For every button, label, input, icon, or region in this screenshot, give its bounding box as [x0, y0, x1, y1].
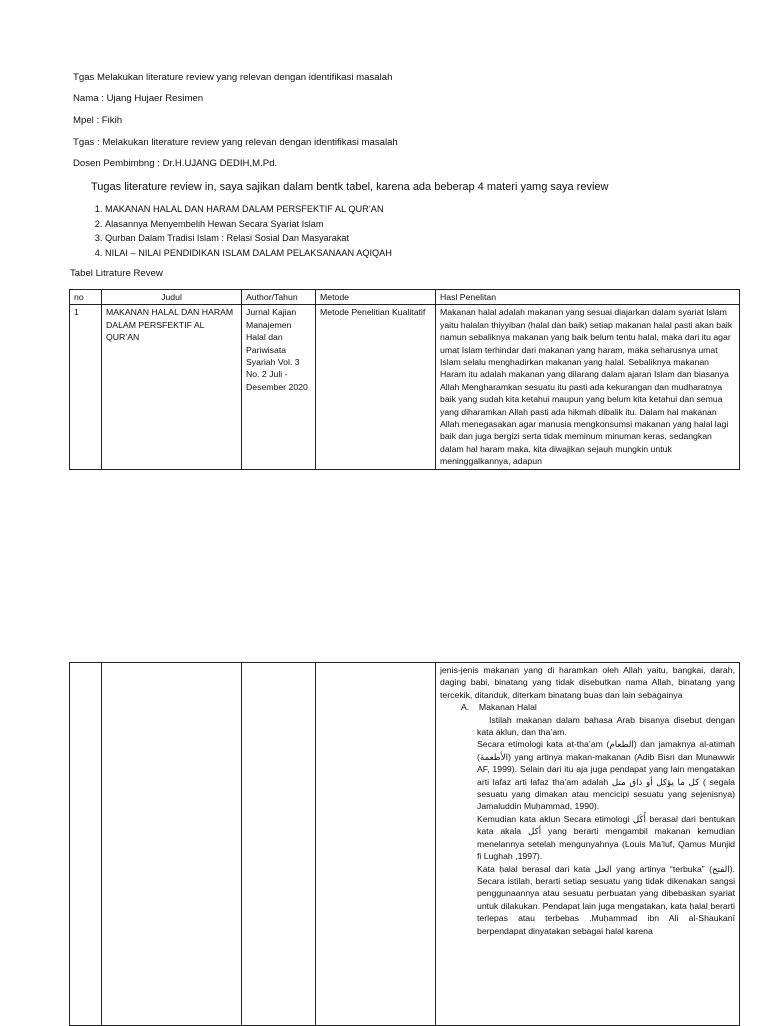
hasil-paragraph: Kata ḥalal berasal dari kata الحل yang artinya “terbuka” (الفتح). Secara istilah, berarti setiap sesuatu yang tidak dikenakan sangsi penggunaannya atau sesuatu perbuatan yang dibebaskan syariat untuk dilakukan. Pendapat lain juga mengatakan, kata ḥalal berarti terlepas atau terbebas .Muḥammad ibn Ali al-Shaukanī berpendapat dinyatakan sebagai halal karena: [477, 863, 735, 936]
topic-item: 4. NILAI – NILAI PENDIDIKAN ISLAM DALAM PELAKSANAAN AQIQAH: [105, 246, 392, 261]
table-caption: Tabel Litrature Revew: [70, 268, 163, 279]
hasil-paragraph: Secara etimologi kata at-tha’am (الطعام) dan jamaknya al-atimah (الأطعمة) yang artinya makan-makanan (Adib Bisri dan Munawwir AF, 1999). Selain dari itu aja juga pendapat yang lain mengatakan arti lafaz arti lafaz tha’am adalah كل ما يؤكل أو ذاق متل ( segala sesuatu yang dimakan atau mencicipi sesuatu yang sejenisnya) Jamaluddin Muḥammad, 1990).: [477, 739, 735, 812]
cell-no: [70, 663, 102, 1026]
section-letter: A.: [461, 702, 470, 713]
cell-judul: [102, 663, 242, 1026]
header-author: Author/Tahun: [242, 290, 316, 305]
section-title: Makanan Halal: [478, 702, 537, 713]
lecturer-line: Dosen Pembimbng : Dr.H.UJANG DEDIH,M.Pd.: [73, 158, 278, 169]
header-judul: Judul: [102, 290, 242, 305]
cell-metode: [316, 663, 436, 1026]
cell-author: Jurnal Kajian Manajemen Halal dan Pariwisata Syariah Vol. 3 No. 2 Juli - Desember 2020: [242, 305, 316, 469]
topic-item: 1. MAKANAN HALAL DAN HARAM DALAM PERSFEKTIF AL QUR’AN: [105, 202, 392, 217]
cell-hasil: [436, 663, 740, 1026]
cell-author: [242, 663, 316, 1026]
topic-item: 2. Alasannya Menyembelih Hewan Secara Syariat Islam: [105, 217, 392, 232]
intro-text: Tugas literature review in, saya sajikan dalam bentk tabel, karena ada beberap 4 materi yamg saya review: [91, 181, 609, 193]
header-metode: Metode: [316, 290, 436, 305]
subject-line: Mpel : Fikih: [73, 115, 123, 126]
table-row: [70, 663, 740, 1026]
header-hasil: Hasl Penelitan: [436, 290, 740, 305]
section-makanan-halal: [440, 701, 735, 937]
table-row: [70, 305, 740, 469]
topic-list: [88, 202, 392, 260]
cell-metode: Metode Penelitian Kualitatif: [316, 305, 436, 469]
cell-judul: MAKANAN HALAL DAN HARAM DALAM PERSFEKTIF AL QUR’AN: [102, 305, 242, 469]
student-name: Nama : Ujang Hujaer Resimen: [73, 93, 204, 104]
literature-review-table-continued: [69, 662, 740, 1026]
header-no: no: [70, 290, 102, 305]
task-line-2: Tgas : Melakukan literature review yang relevan dengan identifikasi masalah: [73, 137, 398, 148]
topic-item: 3. Qurban Dalam Tradisi Islam : Relasi Sosial Dan Masyarakat: [105, 231, 392, 246]
cell-hasil: Makanan halal adalah makanan yang sesuai diajarkan dalam syariat Islam yaitu halalan thiyyiban (halal dan baik) setiap makanan halal pasti akan baik namun sebaliknya makanan yang baik belum tentu halal, maka dari itu agar umat Islam terhindar dari makanan yang haram, maka seharusnya umat Islam selalu menghadirkan makanan yang halal. Sebaliknya makanan Haram itu adalah makanan yang dilarang dalam ajaran Islam dan biasanya Allah Mengharamkan sesuatu itu pasti ada kekurangan dan mudharatnya baik yang sudah kita ketahui maupun yang belum kita ketahui dan semua yang diharamkan Allah pasti ada hikmah dibalik itu. Dalam hal makanan Allah menegasakan agar manusia mengkonsumsi makanan yang halal lagi baik dan juga bergizi serta tidak meminum minuman keras, sedangkan dalam hal haram maka, kita diwajikan sejauh mungkin untuk meninggalkannya, adapun: [436, 305, 740, 469]
hasil-paragraph: jenis-jenis makanan yang di haramkan oleh Allah yaitu, bangkai, darah, daging babi, binatang yang tidak disebutkan nama Allah, binatang yang tercekik, ditanduk, diterkam binatang buas dan lain sebagainya: [440, 665, 735, 700]
table-header-row: [70, 290, 740, 305]
literature-review-table: [69, 289, 740, 470]
hasil-paragraph: Kemudian kata aklun Secara etimologi أَكَل berasal dari bentukan kata akala أكل yang berarti mengambil makanan kemudian menelannya setelah mengunyahnya (Louis Ma’luf, Qamus Munjid fi Lughah ,1997).: [477, 813, 736, 862]
task-line-1: Tgas Melakukan literature review yang relevan dengan identifikasi masalah: [73, 72, 393, 83]
cell-no: 1: [70, 305, 102, 469]
section-heading: [461, 701, 735, 713]
hasil-paragraph: Istilah makanan dalam bahasa Arab bisanya disebut dengan kata aklun, dan tha’am.: [477, 714, 735, 738]
